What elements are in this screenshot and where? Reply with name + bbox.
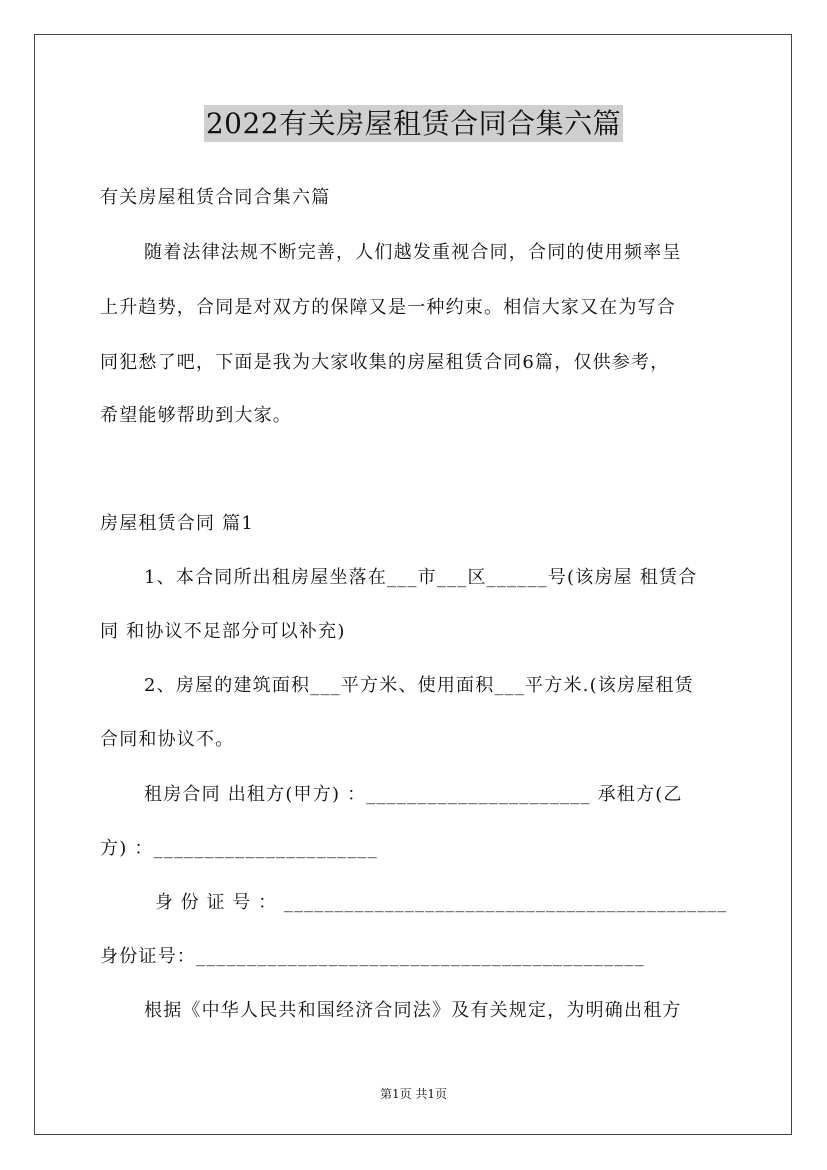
body-line: 根据《中华人民共和国经济合同法》及有关规定，为明确出租方 [144,1000,682,1021]
document-title-text: 2022有关房屋租赁合同合集六篇 [205,107,622,140]
page-number-label: 第1页 共1页 [379,1087,448,1101]
intro-line: 随着法律法规不断完善，人们越发重视合同，合同的使用频率呈 [144,242,682,263]
body-line: 方) ：______________________ [100,838,378,859]
body-line: 2、房屋的建筑面积___平方米、使用面积___平方米.(该房屋租赁 [144,675,694,696]
intro-line: 上升趋势，合同是对双方的保障又是一种约束。相信大家又在为写合 [100,297,676,318]
body-line: 同 和协议不足部分可以补充) [100,621,346,642]
document-title [0,102,827,142]
document-subtitle: 有关房屋租赁合同合集六篇 [100,187,331,208]
body-line: 身份证号：____________________________________________ [100,946,645,967]
body-line: 租房合同 出租方(甲方) ：______________________ 承租方(乙 [144,784,683,805]
body-line: 合同和协议不。 [100,729,235,750]
intro-line: 同犯愁了吧，下面是我为大家收集的房屋租赁合同6篇，仅供参考， [100,352,670,373]
section-heading: 房屋租赁合同 篇1 [100,513,254,534]
body-line: 身 份 证 号 ： ____________________________________________ [155,892,728,913]
page-footer [0,1085,827,1102]
body-line: 1、本合同所出租房屋坐落在___市___区______号(该房屋 租赁合 [144,567,698,588]
intro-line: 希望能够帮助到大家。 [100,405,292,426]
